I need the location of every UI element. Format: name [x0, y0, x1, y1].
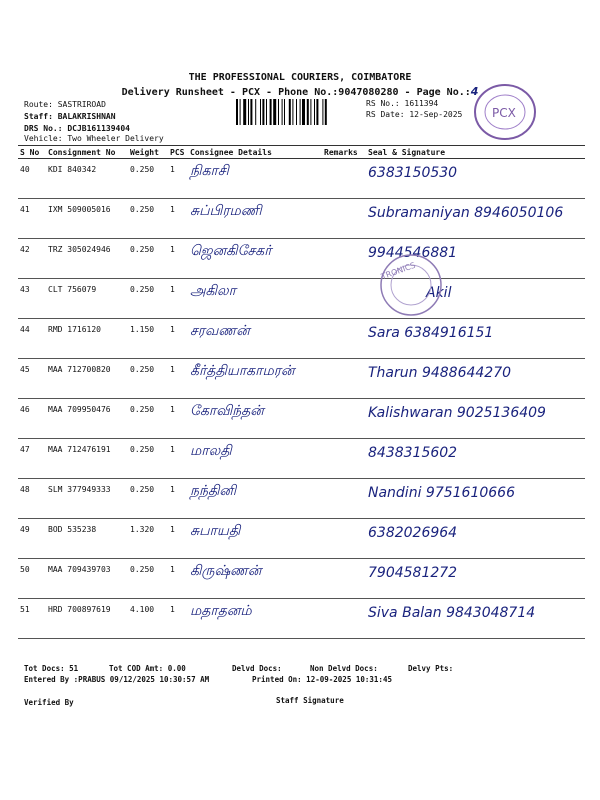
row-consignee: அகிலா — [188, 277, 322, 317]
runsheet-line: Delivery Runsheet - PCX - Phone No.:9047080280 - Page No.: — [121, 87, 471, 98]
row-signature: 9944546881 — [366, 239, 585, 279]
row-weight: 0.250 — [128, 239, 168, 279]
tot-cod: Tot COD Amt: 0.00 — [109, 664, 186, 673]
row-consignee: நிகாசி — [188, 157, 322, 197]
row-remarks — [322, 599, 366, 639]
table-row — [18, 319, 585, 359]
col-remarks: Remarks — [322, 146, 366, 159]
row-remarks — [322, 279, 366, 319]
col-consignment: Consignment No — [46, 146, 128, 159]
row-remarks — [322, 319, 366, 359]
row-weight: 1.320 — [128, 519, 168, 559]
row-consignee: நந்தினி — [188, 477, 322, 517]
row-consignment: MAA 712476191 — [46, 439, 128, 479]
row-signature: Nandini 9751610666 — [366, 479, 585, 519]
row-consignee: மதாதனம் — [188, 597, 322, 637]
table-row — [18, 479, 585, 519]
row-weight: 0.250 — [128, 559, 168, 599]
table-row — [18, 159, 585, 199]
row-signature: Sara 6384916151 — [366, 319, 585, 359]
row-sno: 41 — [18, 199, 46, 239]
row-pcs: 1 — [168, 439, 188, 479]
row-signature: Akil — [366, 279, 585, 319]
table-row — [18, 559, 585, 599]
row-consignee: மாலதி — [188, 437, 322, 477]
row-sno: 49 — [18, 519, 46, 559]
vehicle: Vehicle: Two Wheeler Delivery — [24, 134, 164, 143]
route: Route: SASTRIROAD — [24, 100, 106, 109]
delvd-docs: Delvd Docs: — [232, 664, 282, 673]
row-consignee: சுப்பிரமணி — [188, 197, 322, 237]
row-signature: Subramaniyan 8946050106 — [366, 199, 585, 239]
row-consignee: ஜெனகிசேகர் — [188, 237, 322, 277]
row-remarks — [322, 519, 366, 559]
row-sno: 42 — [18, 239, 46, 279]
row-weight: 0.250 — [128, 159, 168, 199]
tot-docs: Tot Docs: 51 — [24, 664, 79, 673]
row-consignee: கோவிந்தன் — [188, 397, 322, 437]
row-sno: 45 — [18, 359, 46, 399]
table-row — [18, 519, 585, 559]
staff-signature: Staff Signature — [276, 696, 344, 705]
drs-number: DRS No.: DCJB161139404 — [24, 124, 130, 133]
row-pcs: 1 — [168, 239, 188, 279]
row-sno: 48 — [18, 479, 46, 519]
row-remarks — [322, 399, 366, 439]
row-consignee: கீர்த்தியாகாமரன் — [188, 357, 322, 397]
row-pcs: 1 — [168, 479, 188, 519]
row-consignment: MAA 709439703 — [46, 559, 128, 599]
page-number: 4 — [470, 85, 479, 98]
row-remarks — [322, 359, 366, 399]
company-title: THE PROFESSIONAL COURIERS, COIMBATORE — [188, 72, 412, 83]
row-consignee: சரவணன் — [188, 317, 322, 357]
table-row — [18, 399, 585, 439]
row-remarks — [322, 479, 366, 519]
row-remarks — [322, 159, 366, 199]
barcode — [236, 99, 361, 125]
row-pcs: 1 — [168, 359, 188, 399]
row-weight: 0.250 — [128, 279, 168, 319]
rs-number: RS No.: 1611394 — [366, 99, 439, 108]
row-consignee: சுபாயதி — [188, 517, 322, 557]
verified-by: Verified By — [24, 698, 74, 707]
row-consignment: KDI 840342 — [46, 159, 128, 199]
row-pcs: 1 — [168, 559, 188, 599]
row-pcs: 1 — [168, 279, 188, 319]
row-weight: 1.150 — [128, 319, 168, 359]
entered-by: Entered By :PRABUS 09/12/2025 10:30:57 AM — [24, 675, 210, 684]
row-consignment: MAA 712700820 — [46, 359, 128, 399]
row-signature: Siva Balan 9843048714 — [366, 599, 585, 639]
table-row — [18, 279, 585, 319]
col-pcs: PCS — [168, 146, 188, 159]
side-stamp-text: TRONICS — [379, 260, 417, 282]
row-pcs: 1 — [168, 159, 188, 199]
electronics-stamp — [376, 252, 446, 318]
table-row — [18, 199, 585, 239]
row-consignment: TRZ 305024946 — [46, 239, 128, 279]
printed-on: Printed On: 12-09-2025 10:31:45 — [252, 675, 392, 684]
table-row — [18, 439, 585, 479]
row-weight: 4.100 — [128, 599, 168, 639]
row-signature: 7904581272 — [366, 559, 585, 599]
row-sno: 50 — [18, 559, 46, 599]
table-row — [18, 239, 585, 279]
col-weight: Weight — [128, 146, 168, 159]
row-consignment: HRD 700897619 — [46, 599, 128, 639]
non-delvd-docs: Non Delvd Docs: — [310, 664, 378, 673]
row-weight: 0.250 — [128, 359, 168, 399]
row-remarks — [322, 239, 366, 279]
col-seal-signature: Seal & Signature — [366, 146, 585, 159]
row-remarks — [322, 559, 366, 599]
row-consignment: SLM 377949333 — [46, 479, 128, 519]
runsheet-table — [18, 145, 585, 639]
col-sno: S No — [18, 146, 46, 159]
pcx-stamp — [470, 80, 540, 142]
staff: Staff: BALAKRISHNAN — [24, 112, 116, 121]
row-pcs: 1 — [168, 399, 188, 439]
row-consignment: RMD 1716120 — [46, 319, 128, 359]
row-weight: 0.250 — [128, 439, 168, 479]
row-sno: 47 — [18, 439, 46, 479]
row-pcs: 1 — [168, 519, 188, 559]
row-consignee: கிருஷ்ணன் — [188, 557, 322, 597]
row-sno: 43 — [18, 279, 46, 319]
row-signature: 8438315602 — [366, 439, 585, 479]
row-consignment: CLT 756079 — [46, 279, 128, 319]
rs-date: RS Date: 12-Sep-2025 — [366, 110, 463, 119]
row-consignment: IXM 509005016 — [46, 199, 128, 239]
row-signature: 6383150530 — [366, 159, 585, 199]
row-weight: 0.250 — [128, 479, 168, 519]
row-signature: Tharun 9488644270 — [366, 359, 585, 399]
row-pcs: 1 — [168, 319, 188, 359]
table-row — [18, 599, 585, 639]
row-sno: 46 — [18, 399, 46, 439]
table-row — [18, 359, 585, 399]
row-consignment: BOD 535238 — [46, 519, 128, 559]
row-pcs: 1 — [168, 599, 188, 639]
row-signature: 6382026964 — [366, 519, 585, 559]
col-consignee-details: Consignee Details — [188, 146, 322, 159]
row-remarks — [322, 439, 366, 479]
row-weight: 0.250 — [128, 199, 168, 239]
delvy-pts: Delvy Pts: — [408, 664, 454, 673]
row-sno: 40 — [18, 159, 46, 199]
stamp-text: PCX — [492, 106, 516, 120]
row-signature: Kalishwaran 9025136409 — [366, 399, 585, 439]
row-sno: 44 — [18, 319, 46, 359]
row-sno: 51 — [18, 599, 46, 639]
row-pcs: 1 — [168, 199, 188, 239]
row-remarks — [322, 199, 366, 239]
row-weight: 0.250 — [128, 399, 168, 439]
row-consignment: MAA 709950476 — [46, 399, 128, 439]
